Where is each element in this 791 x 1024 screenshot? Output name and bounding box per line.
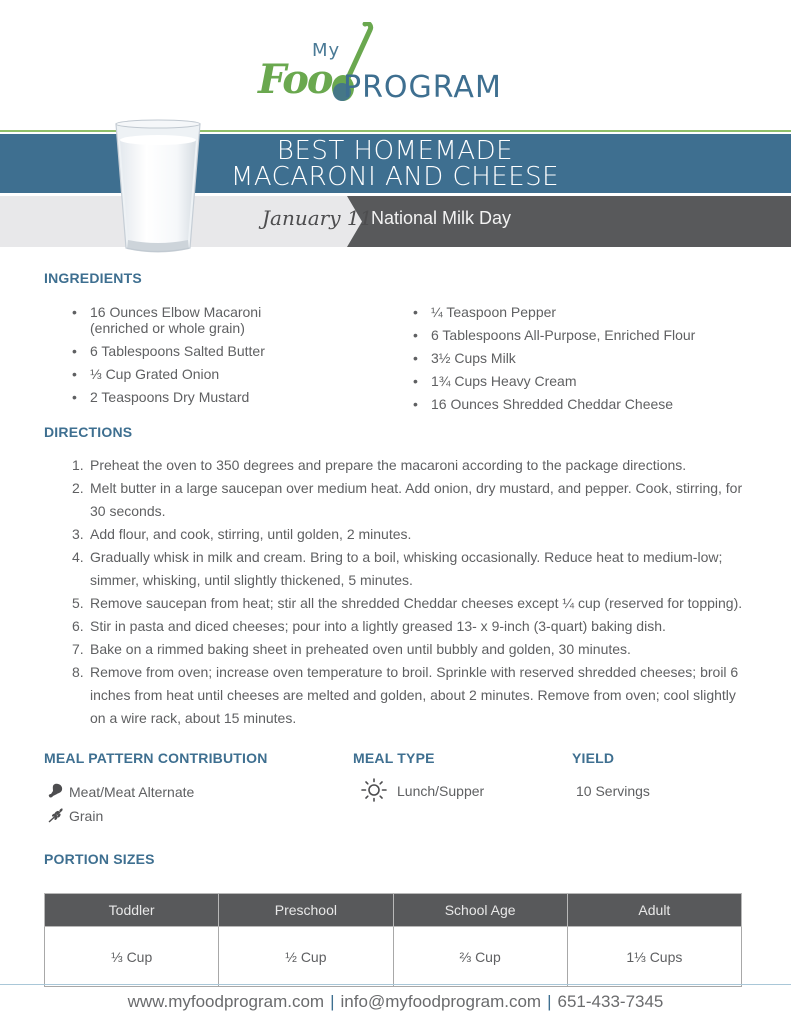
step-text: Remove from oven; increase oven temperature to broil. Sprinkle with reserved shredded cheeses; broil 6 inches from heat until cheeses are melted and golden, about 2 minutes. Remove from oven; cool slightly on a wire rack, about 15 minutes. <box>90 664 739 726</box>
recipe-title-line1: BEST HOMEMADE <box>276 136 514 166</box>
directions-list <box>72 454 752 730</box>
brand-logo <box>255 22 545 112</box>
step-number: 2. <box>72 480 84 496</box>
portion-cell: ⅔ Cup <box>393 927 567 987</box>
direction-step <box>72 477 752 523</box>
footer-separator: | <box>547 992 552 1011</box>
step-text: Stir in pasta and diced cheeses; pour into a lightly greased 13- x 9-inch (3-quart) baking dish. <box>90 618 666 634</box>
step-number: 3. <box>72 526 84 542</box>
drumstick-icon <box>48 783 66 802</box>
step-number: 4. <box>72 549 84 565</box>
holiday-date: January 11 <box>262 206 373 230</box>
direction-step <box>72 638 752 661</box>
ingredient-item: • 1¾ Cups Heavy Cream <box>413 373 773 389</box>
yield-heading: YIELD <box>572 750 615 766</box>
ingredient-item: • 3½ Cups Milk <box>413 350 773 366</box>
holiday-name: National Milk Day <box>371 208 512 228</box>
ingredient-text: 2 Teaspoons Dry Mustard <box>90 389 250 405</box>
meal-type-heading: MEAL TYPE <box>353 750 435 766</box>
meal-pattern-heading: MEAL PATTERN CONTRIBUTION <box>44 750 268 766</box>
direction-step <box>72 523 752 546</box>
website-link[interactable]: www.myfoodprogram.com <box>127 992 325 1011</box>
footer-separator: | <box>330 992 335 1011</box>
brand-food: Foo <box>258 56 332 103</box>
portion-sizes-heading: PORTION SIZES <box>44 851 155 867</box>
direction-step <box>72 454 752 477</box>
meal-type-label: Lunch/Supper <box>397 783 485 799</box>
direction-step <box>72 615 752 638</box>
meal-pattern-list <box>48 780 194 828</box>
direction-step <box>72 592 752 615</box>
step-text: Preheat the oven to 350 degrees and prepare the macaroni according to the package directions. <box>90 457 687 473</box>
ingredient-item: • 16 Ounces Shredded Cheddar Cheese <box>413 396 773 412</box>
step-text: Melt butter in a large saucepan over medium heat. Add onion, dry mustard, and pepper. Cook, stirring, for 30 seconds. <box>90 480 743 519</box>
portion-cell: ½ Cup <box>219 927 393 987</box>
portion-column-header: School Age <box>393 894 567 927</box>
meal-type-item <box>361 779 484 803</box>
ingredient-text: ⅓ Cup Grated Onion <box>90 366 220 382</box>
recipe-title-line2: MACARONI AND CHEESE <box>230 162 560 192</box>
meal-pattern-item <box>48 780 194 804</box>
portion-cell: 1⅓ Cups <box>567 927 741 987</box>
portion-cell: ⅓ Cup <box>45 927 219 987</box>
ingredient-item: • 6 Tablespoons All-Purpose, Enriched Flour <box>413 327 773 343</box>
step-number: 8. <box>72 664 84 680</box>
portion-column-header: Preschool <box>219 894 393 927</box>
ingredient-item <box>72 366 392 382</box>
step-number: 5. <box>72 595 84 611</box>
direction-step <box>72 661 752 730</box>
footer-rule <box>0 984 791 985</box>
ingredient-text: 16 Ounces Elbow Macaroni <box>90 304 262 320</box>
meal-pattern-label: Grain <box>69 808 104 824</box>
recipe-title <box>170 138 620 190</box>
direction-step <box>72 546 752 592</box>
brand-program: PROGRAM <box>343 70 502 105</box>
yield-value: 10 Servings <box>576 783 650 799</box>
wheat-icon <box>48 807 66 826</box>
step-text: Gradually whisk in milk and cream. Bring to a boil, whisking occasionally. Reduce heat to medium-low; simmer, whisking, until slightly thickened, 5 minutes. <box>90 549 723 588</box>
footer-contact <box>0 992 791 1012</box>
phone-number[interactable]: 651-433-7345 <box>557 992 664 1011</box>
portion-value-row <box>45 927 742 987</box>
portion-column-header: Toddler <box>45 894 219 927</box>
sun-icon <box>361 778 389 805</box>
ingredient-note: (enriched or whole grain) <box>90 320 245 336</box>
ingredient-item <box>72 343 392 359</box>
ingredients-heading: INGREDIENTS <box>44 270 142 286</box>
step-text: Bake on a rimmed baking sheet in preheated oven until bubbly and golden, 30 minutes. <box>90 641 631 657</box>
portion-table <box>44 893 742 987</box>
ingredient-text: 6 Tablespoons Salted Butter <box>90 343 265 359</box>
ingredient-item <box>72 304 392 336</box>
step-number: 6. <box>72 618 84 634</box>
brand-my: My <box>312 40 341 61</box>
email-link[interactable]: info@myfoodprogram.com <box>340 992 542 1011</box>
milk-glass-icon <box>114 118 202 258</box>
portion-header-row <box>45 894 742 927</box>
ingredients-list-left <box>72 304 392 412</box>
meal-pattern-item <box>48 804 194 828</box>
step-text: Remove saucepan from heat; stir all the shredded Cheddar cheeses except ¼ cup (reserved for topping). <box>90 595 743 611</box>
step-number: 7. <box>72 641 84 657</box>
portion-column-header: Adult <box>567 894 741 927</box>
directions-heading: DIRECTIONS <box>44 424 133 440</box>
ingredients-list-right <box>413 304 773 419</box>
step-number: 1. <box>72 457 84 473</box>
step-text: Add flour, and cook, stirring, until golden, 2 minutes. <box>90 526 412 542</box>
meal-pattern-label: Meat/Meat Alternate <box>69 784 195 800</box>
ingredient-item <box>72 389 392 405</box>
ingredient-item: • ¼ Teaspoon Pepper <box>413 304 773 320</box>
